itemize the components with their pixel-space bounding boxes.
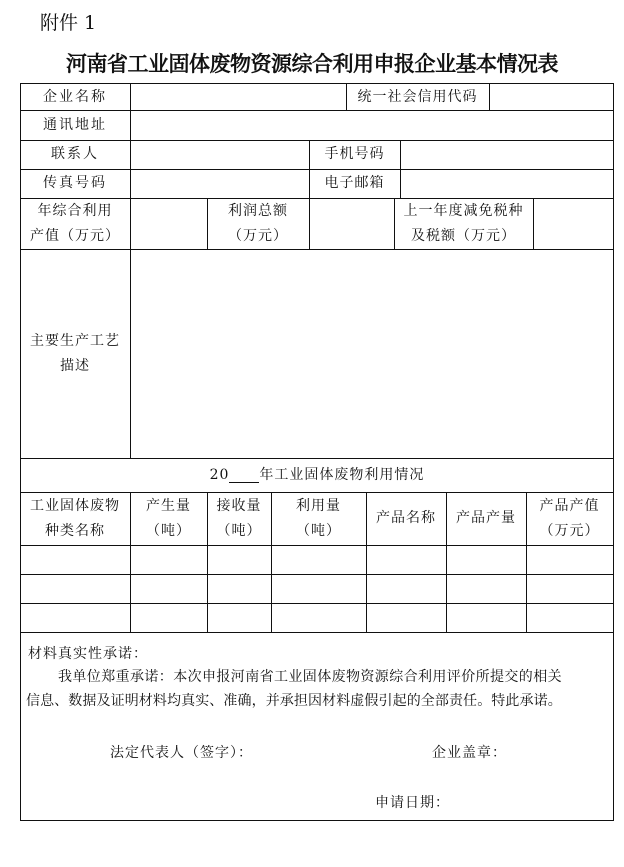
email-label: 电子邮箱	[324, 175, 385, 191]
commitment-body-line2: 信息、数据及证明材料均真实、准确，并承担因材料虚假引起的全部责任。特此承诺。	[26, 693, 562, 709]
attachment-label: 附件 1	[40, 12, 97, 34]
annual-output-field[interactable]	[131, 199, 207, 249]
col-header-line2: （万元）	[539, 522, 600, 539]
col-header-line2: 种类名称	[45, 522, 105, 539]
process-label-line1: 主要生产工艺	[30, 332, 120, 349]
commitment-heading: 材料真实性承诺：	[28, 646, 148, 662]
usage-year-blank[interactable]	[229, 468, 259, 483]
col-header-line1: 工业固体废物	[30, 497, 120, 514]
col-header-line1: 产品产量	[456, 510, 516, 526]
process-label	[20, 249, 130, 458]
contact-label: 联系人	[51, 146, 99, 162]
col-header-line1: 接收量	[216, 497, 262, 514]
email-field[interactable]	[401, 170, 613, 198]
credit-code-label: 统一社会信用代码	[357, 88, 478, 105]
tax-label-line2: 及税额（万元）	[411, 227, 516, 244]
col-header-received	[207, 492, 271, 545]
profit-label-line2: （万元）	[228, 227, 288, 244]
legal-rep-signature-label: 法定代表人（签字）：	[110, 745, 253, 761]
col-header-generated	[130, 492, 207, 545]
company-name-field[interactable]	[131, 84, 346, 110]
col-header-line1: 产生量	[146, 497, 191, 514]
process-label-line2: 描述	[60, 357, 90, 374]
col-header-line1: 产品产值	[539, 497, 600, 514]
profit-label	[207, 198, 309, 249]
fax-label: 传真号码	[43, 175, 107, 191]
col-header-line1: 产品名称	[376, 510, 436, 526]
form-title: 河南省工业固体废物资源综合利用申报企业基本情况表	[66, 52, 558, 76]
usage-title-suffix: 年工业固体废物利用情况	[259, 466, 425, 483]
col-header-line2: （吨）	[296, 522, 341, 539]
annual-output-label-line1: 年综合利用	[37, 202, 113, 219]
tax-label	[394, 198, 533, 249]
annual-output-label	[20, 198, 130, 249]
process-description-field[interactable]	[131, 250, 613, 458]
address-field[interactable]	[131, 111, 613, 140]
tax-label-line1: 上一年度减免税种	[403, 202, 524, 219]
table-row[interactable]	[21, 546, 613, 574]
contact-field[interactable]	[131, 141, 309, 169]
fax-field[interactable]	[131, 170, 309, 198]
col-header-line2: （吨）	[216, 522, 262, 539]
address-label: 通讯地址	[43, 116, 107, 133]
annual-output-label-line2: 产值（万元）	[30, 227, 120, 244]
col-header-utilized	[271, 492, 366, 545]
mobile-field[interactable]	[401, 141, 613, 169]
profit-label-line1: 利润总额	[228, 202, 288, 219]
credit-code-field[interactable]	[490, 84, 613, 110]
col-header-product-quantity	[446, 492, 526, 545]
table-row[interactable]	[21, 575, 613, 603]
usage-section-title	[20, 458, 614, 492]
application-date-label: 申请日期：	[375, 795, 450, 811]
usage-year-prefix: 20	[209, 466, 230, 483]
company-name-label: 企业名称	[43, 88, 107, 105]
col-header-waste-type	[20, 492, 130, 545]
table-row[interactable]	[21, 604, 613, 632]
col-header-line1: 利用量	[296, 497, 341, 514]
mobile-label: 手机号码	[324, 146, 385, 162]
col-header-product-value	[526, 492, 613, 545]
commitment-body-line1: 我单位郑重承诺：本次申报河南省工业固体废物资源综合利用评价所提交的相关	[58, 669, 562, 685]
col-header-product-name	[366, 492, 446, 545]
col-header-line2: （吨）	[146, 522, 191, 539]
tax-field[interactable]	[534, 199, 613, 249]
profit-field[interactable]	[310, 199, 394, 249]
company-seal-label: 企业盖章：	[432, 745, 507, 761]
